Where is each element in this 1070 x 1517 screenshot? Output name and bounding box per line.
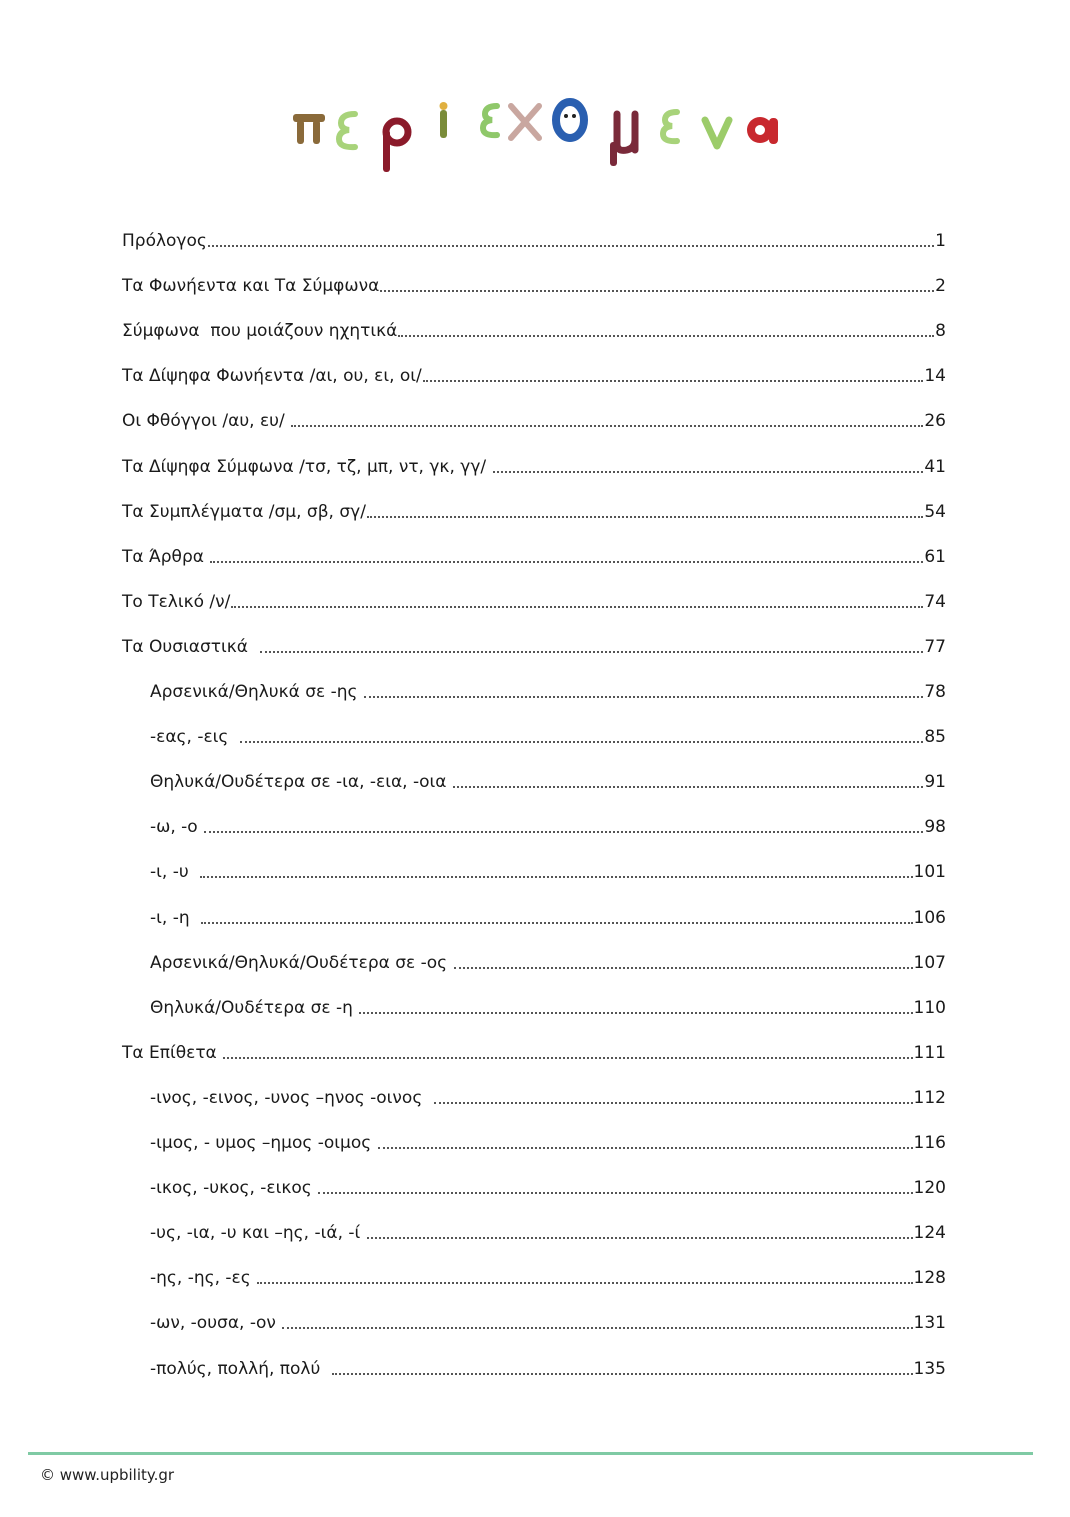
toc-entry-page: 85 — [924, 727, 946, 747]
toc-leader-dots — [364, 696, 923, 698]
toc-entry[interactable] — [150, 1263, 946, 1289]
toc-entry[interactable] — [122, 632, 946, 658]
toc-entry[interactable] — [122, 361, 946, 387]
toc-entry-page: 91 — [924, 772, 946, 792]
letter-omicron — [556, 102, 584, 138]
toc-entry-page: 106 — [913, 908, 946, 928]
toc-entry[interactable] — [122, 497, 946, 523]
toc-leader-dots — [453, 786, 923, 788]
letter-epsilon-2 — [483, 106, 497, 135]
toc-entry-title: -ων, -ουσα, -ον — [150, 1313, 282, 1333]
toc-entry-page: 116 — [913, 1133, 946, 1153]
footer-copyright: © www.upbility.gr — [40, 1466, 175, 1484]
toc-entry-title: -εας, -εις — [150, 727, 240, 747]
toc-leader-dots — [359, 1012, 912, 1014]
letter-pi — [293, 114, 325, 144]
toc-entry-page: 14 — [924, 366, 946, 386]
toc-leader-dots — [260, 651, 924, 653]
toc-entry-title: Πρόλογος — [122, 231, 207, 251]
toc-entry-title: Θηλυκά/Ουδέτερα σε -η — [150, 998, 359, 1018]
toc-entry[interactable] — [150, 1128, 946, 1154]
toc-entry[interactable] — [150, 857, 946, 883]
letter-chi — [511, 106, 539, 138]
toc-entry-page: 41 — [924, 457, 946, 477]
toc-entry-title: Οι Φθόγγοι /αυ, ευ/ — [122, 411, 291, 431]
toc-leader-dots — [493, 471, 924, 473]
toc-entry-page: 101 — [913, 862, 946, 882]
toc-entry[interactable] — [150, 1308, 946, 1334]
toc-entry[interactable] — [150, 993, 946, 1019]
toc-entry-title: Το Τελικό /ν/ — [122, 592, 231, 612]
toc-entry-title: -ινος, -εινος, -υνος –ηνος -οινος — [150, 1088, 434, 1108]
toc-entry-title: Τα Επίθετα — [122, 1043, 223, 1063]
toc-entry-page: 26 — [924, 411, 946, 431]
toc-entry-page: 120 — [913, 1178, 946, 1198]
toc-leader-dots — [367, 516, 923, 518]
toc-entry[interactable] — [150, 903, 946, 929]
toc-entry-page: 112 — [913, 1088, 946, 1108]
toc-entry-title: Αρσενικά/Θηλυκά/Ουδέτερα σε -ος — [150, 953, 453, 973]
toc-leader-dots — [291, 425, 923, 427]
toc-leader-dots — [434, 1102, 912, 1104]
toc-entry-page: 54 — [924, 502, 946, 522]
toc-entry-title: Σύμφωνα που μοιάζουν ηχητικά — [122, 321, 398, 341]
toc-entry-title: Τα Δίψηφα Σύμφωνα /τσ, τζ, μπ, ντ, γκ, γγ/ — [122, 457, 492, 477]
toc-leader-dots — [318, 1192, 912, 1194]
letter-nu — [705, 120, 729, 146]
toc-entry-title: Τα Ουσιαστικά — [122, 637, 259, 657]
toc-entry[interactable] — [150, 1173, 946, 1199]
toc-entry[interactable] — [150, 722, 946, 748]
toc-entry[interactable] — [122, 271, 946, 297]
toc-leader-dots — [204, 831, 923, 833]
toc-leader-dots — [223, 1057, 912, 1059]
toc-entry-page: 2 — [935, 276, 946, 296]
toc-entry-page: 128 — [913, 1268, 946, 1288]
letter-alpha — [747, 117, 778, 144]
toc-entry-page: 111 — [913, 1043, 946, 1063]
toc-entry-page: 131 — [913, 1313, 946, 1333]
toc-leader-dots — [380, 290, 934, 292]
letter-mu — [610, 114, 635, 166]
toc-entry[interactable] — [150, 1354, 946, 1380]
toc-entry[interactable] — [122, 452, 946, 478]
toc-entry-title: Τα Συμπλέγματα /σμ, σβ, σγ/ — [122, 502, 366, 522]
toc-leader-dots — [398, 335, 934, 337]
toc-leader-dots — [201, 922, 912, 924]
toc-entry-title: -υς, -ια, -υ και –ης, -ιά, -ί — [150, 1223, 366, 1243]
toc-leader-dots — [240, 741, 923, 743]
letter-epsilon — [339, 114, 355, 147]
toc-entry[interactable] — [122, 542, 946, 568]
toc-entry-title: -ι, -η — [150, 908, 201, 928]
toc-entry-title: -ικος, -υκος, -εικος — [150, 1178, 318, 1198]
toc-entry[interactable] — [122, 587, 946, 613]
toc-entry[interactable] — [122, 316, 946, 342]
toc-leader-dots — [282, 1327, 912, 1329]
toc-entry[interactable] — [122, 406, 946, 432]
toc-leader-dots — [208, 245, 934, 247]
toc-entry-page: 110 — [913, 998, 946, 1018]
toc-entry[interactable] — [150, 812, 946, 838]
toc-entry-page: 107 — [913, 953, 946, 973]
toc-entry-page: 8 — [935, 321, 946, 341]
toc-entry-page: 135 — [913, 1359, 946, 1379]
toc-leader-dots — [423, 380, 924, 382]
toc-entry-title: -πολύς, πολλή, πολύ — [150, 1359, 332, 1379]
toc-entry-title: Θηλυκά/Ουδέτερα σε -ια, -εια, -οια — [150, 772, 452, 792]
toc-entry[interactable] — [150, 1218, 946, 1244]
toc-entry[interactable] — [150, 948, 946, 974]
toc-entry-title: -ι, -υ — [150, 862, 200, 882]
toc-leader-dots — [367, 1237, 913, 1239]
toc-entry-page: 77 — [924, 637, 946, 657]
toc-entry-title: Τα Άρθρα — [122, 547, 210, 567]
toc-leader-dots — [332, 1373, 912, 1375]
toc-leader-dots — [378, 1147, 913, 1149]
toc-leader-dots — [231, 606, 923, 608]
toc-entry-page: 74 — [924, 592, 946, 612]
toc-entry-title: -ης, -ης, -ες — [150, 1268, 257, 1288]
toc-entry-title: Τα Φωνήεντα και Τα Σύμφωνα — [122, 276, 380, 296]
letter-epsilon-3 — [663, 112, 677, 141]
toc-leader-dots — [210, 561, 923, 563]
toc-entry-page: 78 — [924, 682, 946, 702]
toc-entry[interactable] — [122, 1038, 946, 1064]
toc-leader-dots — [454, 967, 913, 969]
toc-entry-page: 1 — [935, 231, 946, 251]
toc-leader-dots — [200, 876, 912, 878]
footer-rule — [28, 1452, 1033, 1455]
toc-entry-page: 124 — [913, 1223, 946, 1243]
toc-entry-title: Τα Δίψηφα Φωνήεντα /αι, ου, ει, οι/ — [122, 366, 422, 386]
toc-entry-title: -ω, -ο — [150, 817, 204, 837]
toc-leader-dots — [257, 1282, 912, 1284]
letter-rho — [383, 121, 408, 172]
toc-entry-page: 98 — [924, 817, 946, 837]
title-logo — [285, 92, 795, 184]
toc-entry-title: Αρσενικά/Θηλυκά σε -ης — [150, 682, 363, 702]
toc-entry[interactable] — [150, 767, 946, 793]
toc-entry[interactable] — [122, 226, 946, 252]
toc-entry[interactable] — [150, 677, 946, 703]
toc-entry-page: 61 — [924, 547, 946, 567]
toc-entry[interactable] — [150, 1083, 946, 1109]
letter-iota — [440, 102, 448, 138]
toc-entry-title: -ιμος, - υμος –ημος -οιμος — [150, 1133, 377, 1153]
